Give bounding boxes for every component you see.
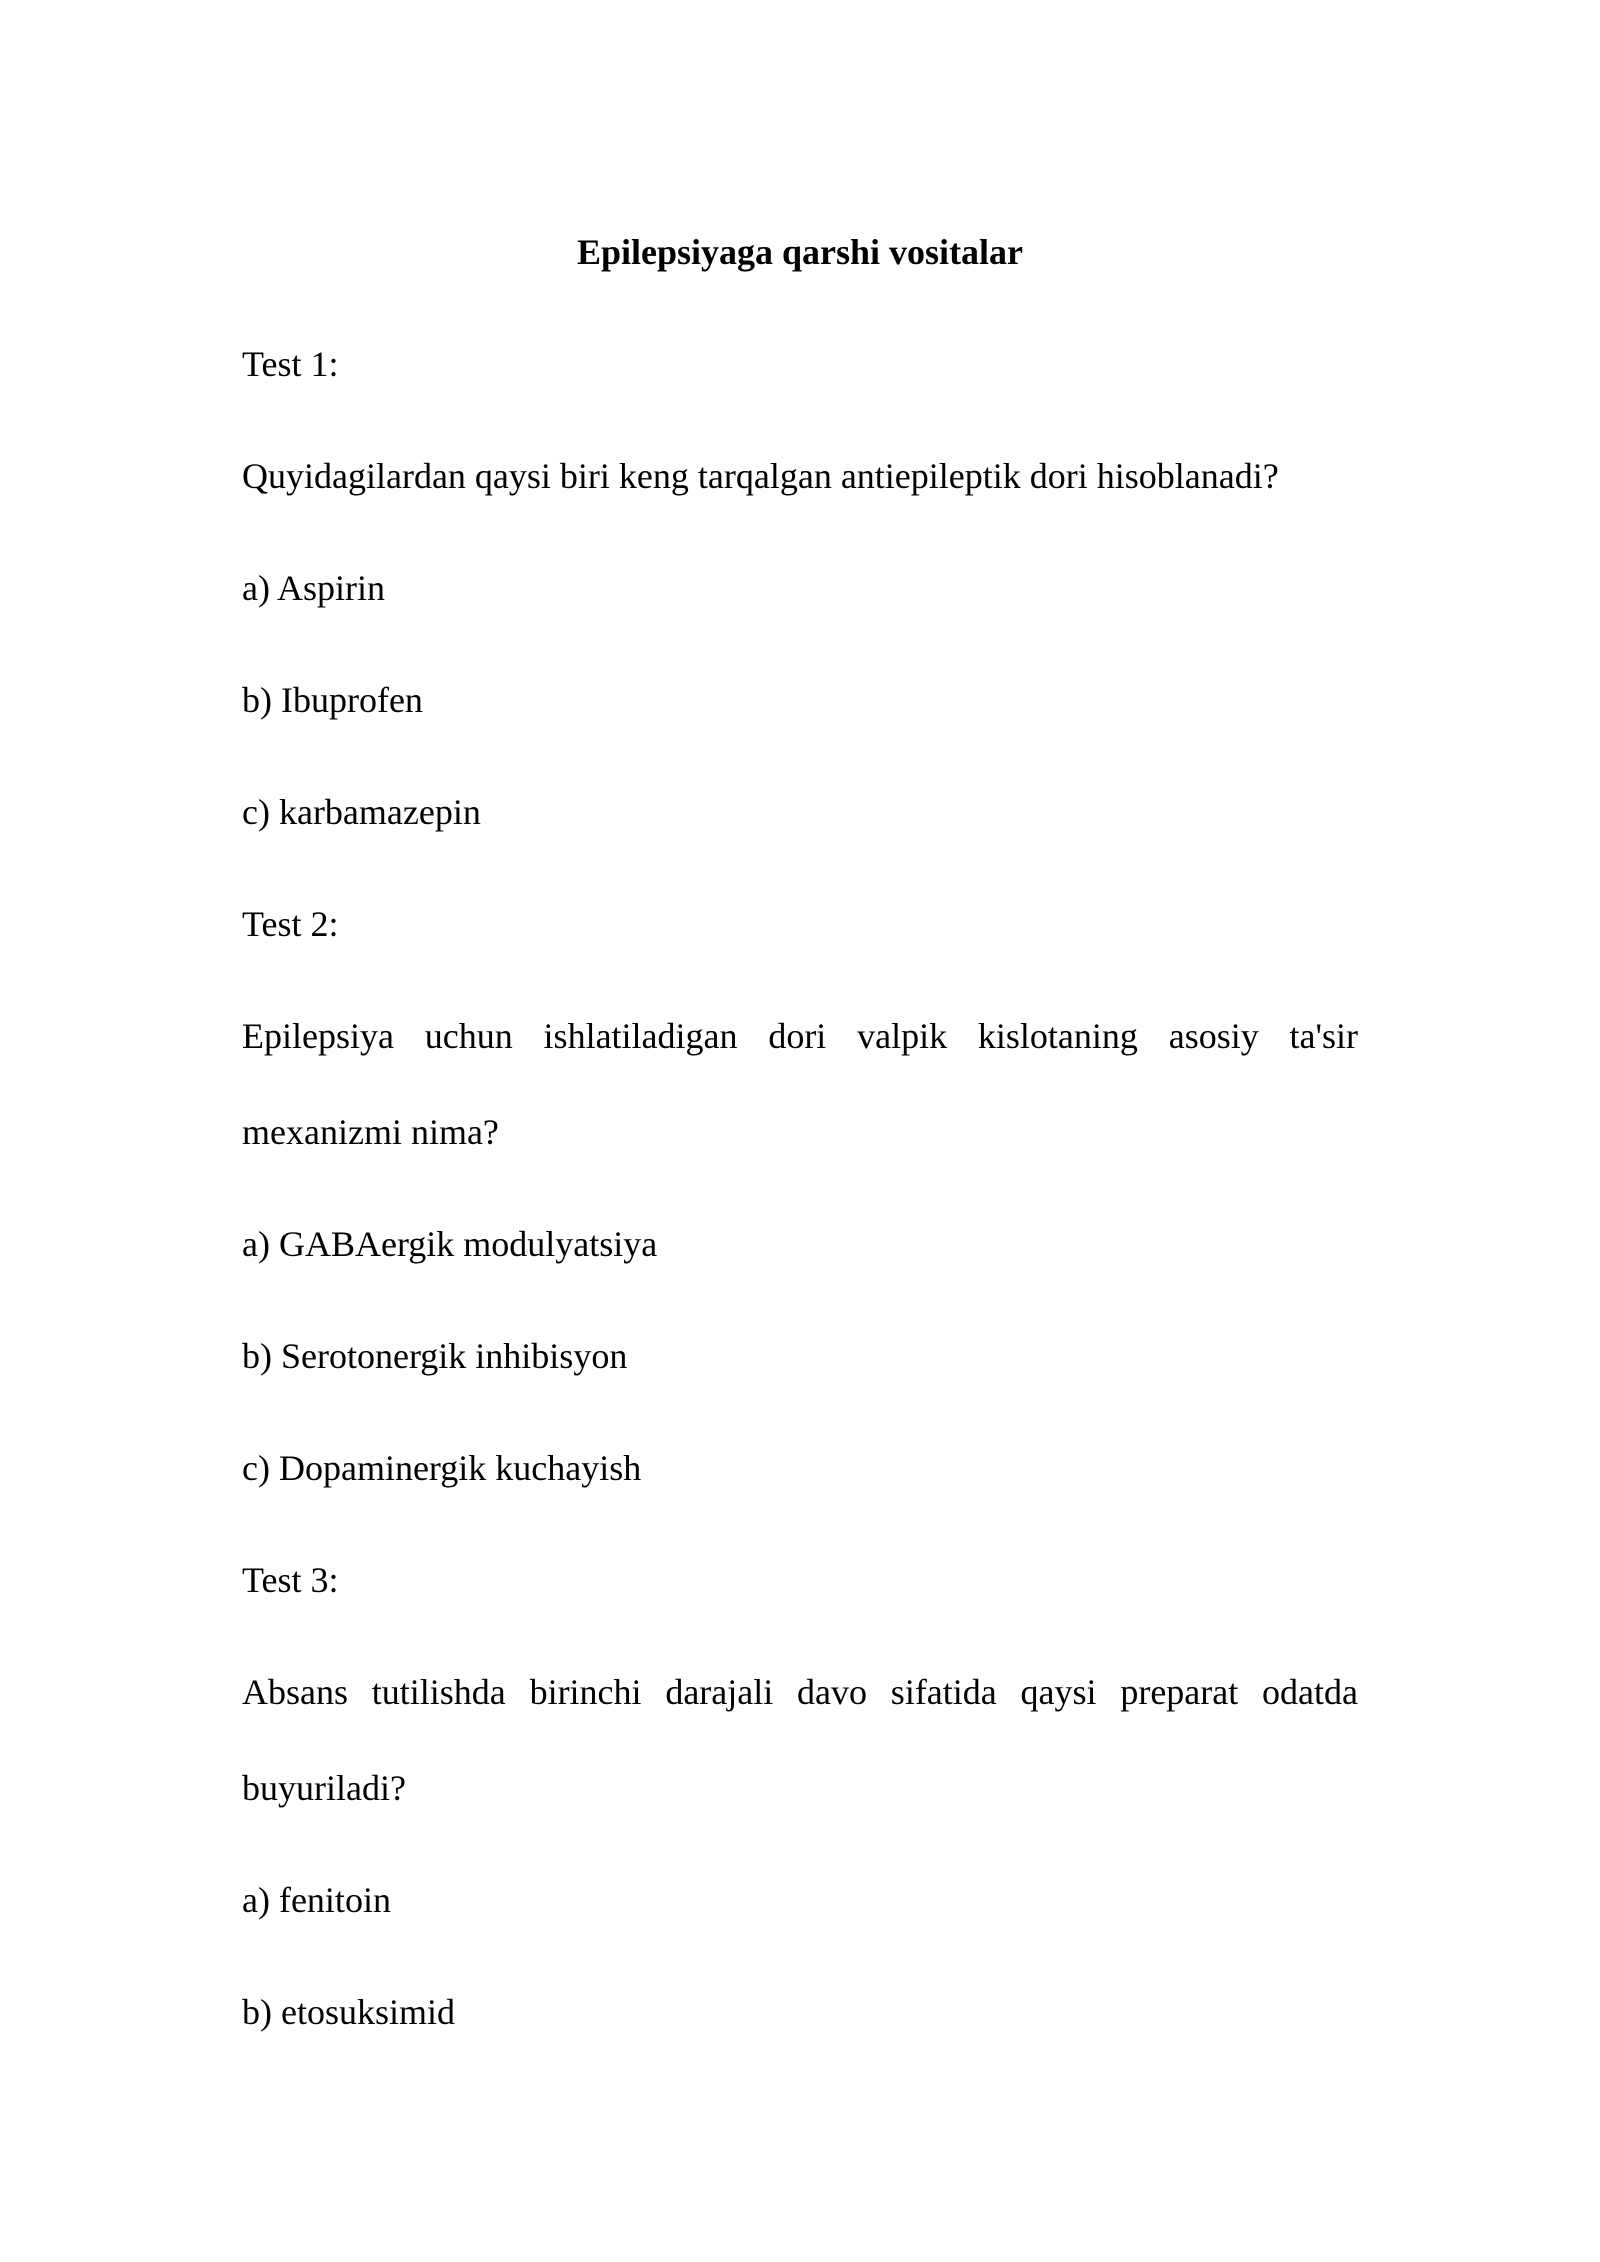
test-2-question-line-2: mexanizmi nima? <box>242 1112 499 1152</box>
test-1-label: Test 1: <box>242 344 339 384</box>
test-1-option-a: a) Aspirin <box>242 568 385 608</box>
test-1-question: Quyidagilardan qaysi biri keng tarqalgan antiepileptik dori hisoblanadi? <box>242 456 1279 496</box>
test-2-option-c: c) Dopaminergik kuchayish <box>242 1448 642 1488</box>
test-2-option-a: a) GABAergik modulyatsiya <box>242 1224 658 1264</box>
test-3-question-line-2: buyuriladi? <box>242 1768 406 1808</box>
test-1-option-c: c) karbamazepin <box>242 792 481 832</box>
document-title: Epilepsiyaga qarshi vositalar <box>576 232 1024 272</box>
test-1-option-b: b) Ibuprofen <box>242 680 423 720</box>
test-2-question-line-1: Epilepsiya uchun ishlatiladigan dori valpik kislotaning asosiy ta'sir <box>242 1016 1358 1056</box>
test-3-label: Test 3: <box>242 1560 339 1600</box>
test-2-option-b: b) Serotonergik inhibisyon <box>242 1336 628 1376</box>
test-3-option-a: a) fenitoin <box>242 1880 391 1920</box>
test-3-question-line-1: Absans tutilishda birinchi darajali davo sifatida qaysi preparat odatda <box>242 1672 1358 1712</box>
test-2-label: Test 2: <box>242 904 339 944</box>
test-3-option-b: b) etosuksimid <box>242 1992 455 2032</box>
